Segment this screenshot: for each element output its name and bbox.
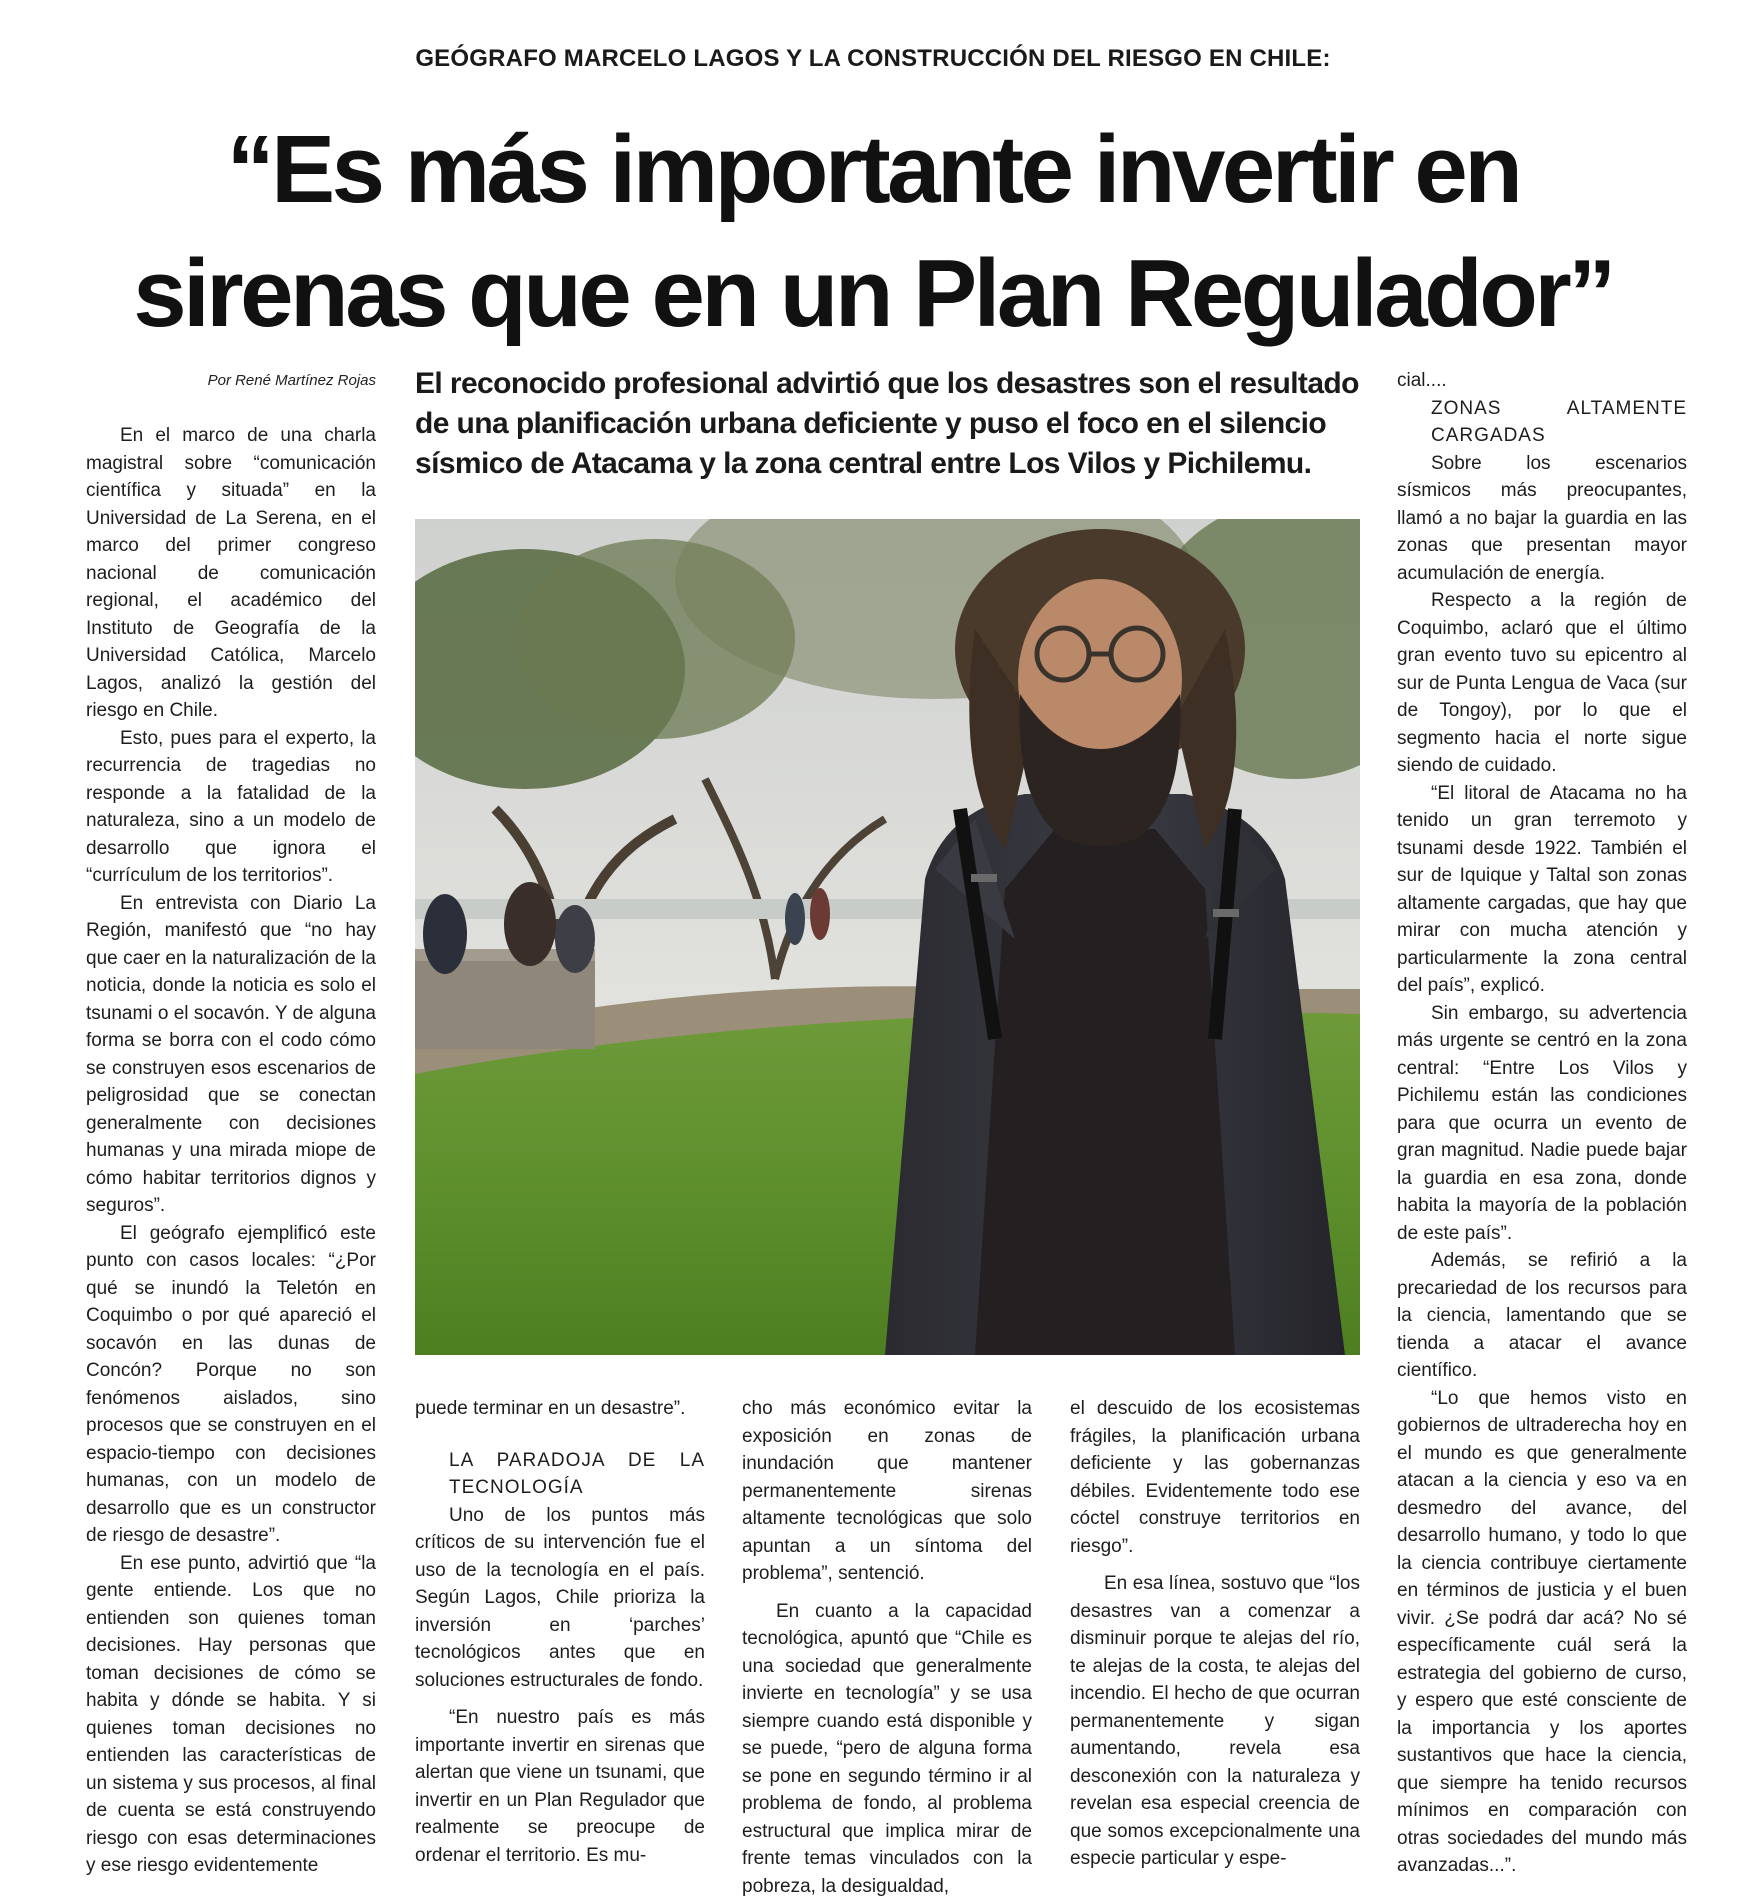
paragraph: El geógrafo ejemplificó este punto con casos locales: “¿Por qué se inundó la Teletón en Coquimbo o por qué apareció el socavón en las dunas de Concón? Porque no son fenómenos aislados, sino procesos que se construyen en el espacio-tiempo con decisiones humanas, con un modelo de desarrollo que es un constructor de riesgo de desastre”.: [86, 1220, 376, 1550]
kicker: GEÓGRAFO MARCELO LAGOS Y LA CONSTRUCCIÓN DEL RIESGO EN CHILE:: [0, 45, 1746, 73]
article-column-1: [86, 422, 376, 1880]
paragraph: cial....: [1397, 367, 1687, 395]
paragraph: Además, se refirió a la precariedad de los recursos para la ciencia, lamentando que se tienda a atacar el avance científico.: [1397, 1247, 1687, 1385]
paragraph: cho más económico evitar la exposición en zonas de inundación que mantener permanentemente sirenas altamente tecnológicas que solo apuntan a un síntoma del problema”, sentenció.: [742, 1395, 1032, 1588]
deck-subheadline: El reconocido profesional advirtió que los desastres son el resultado de una planificación urbana deficiente y puso el foco en el silencio sísmico de Atacama y la zona central entre Los Vilos y Pichilemu.: [415, 364, 1360, 484]
paragraph: En el marco de una charla magistral sobre “comunicación científica y situada” en la Universidad de La Serena, en el marco del primer congreso nacional de comunicación regional, el académico del Instituto de Geografía de la Universidad Católica, Marcelo Lagos, analizó la gestión del riesgo en Chile.: [86, 422, 376, 725]
paragraph: puede terminar en un desastre”.: [415, 1395, 705, 1423]
paragraph: En entrevista con Diario La Región, manifestó que “no hay que caer en la naturalización de la noticia, donde la noticia es solo el tsunami o el socavón. Y de alguna forma se borra con el codo cómo se construyen esos escenarios de peligrosidad que se conectan generalmente con decisiones humanas y una mirada miope de cómo habitar territorios dignos y seguros”.: [86, 890, 376, 1220]
paragraph: Uno de los puntos más críticos de su intervención fue el uso de la tecnología en el país. Según Lagos, Chile prioriza la inversión en ‘parches’ tecnológicos antes que en soluciones estructurales de fondo.: [415, 1502, 705, 1695]
article-column-5: [1397, 367, 1687, 1880]
paragraph: Respecto a la región de Coquimbo, aclaró que el último gran evento tuvo su epicentro al sur de Punta Lengua de Vaca (sur de Tongoy), por lo que el segmento hacia el norte sigue siendo de cuidado.: [1397, 587, 1687, 780]
paragraph: En ese punto, advirtió que “la gente entiende. Los que no entienden son quienes toman decisiones. Hay personas que toman decisiones de cómo se habita y dónde se habita. Y si quienes toman decisiones no entienden las características de un sistema y sus procesos, al final de cuenta se está construyendo riesgo con esas determinaciones y ese riesgo evidentemente: [86, 1550, 376, 1880]
paragraph: “El litoral de Atacama no ha tenido un gran terremoto y tsunami desde 1922. También el sur de Iquique y Taltal son zonas altamente cargadas, que hay que mirar con mucha atención y particularmente la zona central del país”, explicó.: [1397, 780, 1687, 1000]
section-heading: LA PARADOJA DE LA TECNOLOGÍA: [415, 1447, 705, 1502]
paragraph: el descuido de los ecosistemas frágiles, la planificación urbana deficiente y las gobernanzas débiles. Evidentemente todo ese cóctel construye territorios en riesgo”.: [1070, 1395, 1360, 1560]
portrait-photo: [415, 519, 1360, 1355]
paragraph: Sobre los escenarios sísmicos más preocupantes, llamó a no bajar la guardia en las zonas que presentan mayor acumulación de energía.: [1397, 450, 1687, 588]
section-heading: ZONAS ALTAMENTE CARGADAS: [1397, 395, 1687, 450]
article-column-3: [742, 1395, 1032, 1900]
paragraph: En esa línea, sostuvo que “los desastres van a comenzar a disminuir porque te alejas del río, te alejas de la costa, te alejas del incendio. El hecho de que ocurran permanentemente y sigan aumentando, revela esa desconexión con la naturaleza y revelan esa especial creencia de que somos excepcionalmente una especie particular y espe-: [1070, 1570, 1360, 1873]
paragraph: Esto, pues para el experto, la recurrencia de tragedias no responde a la fatalidad de la naturaleza, sino a un modelo de desarrollo que ignora el “currículum de los territorios”.: [86, 725, 376, 890]
paragraph: “Lo que hemos visto en gobiernos de ultraderecha hoy en el mundo es que generalmente atacan a la ciencia y eso va en desmedro del avance, del desarrollo humano, y todo lo que la ciencia contribuye ciertamente en términos de justicia y el buen vivir. ¿Se podrá dar acá? No sé específicamente cuál será la estrategia del gobierno de curso, y espero que esté consciente de la importancia y los aportes sustantivos que hace la ciencia, que siempre ha tenido recursos mínimos en comparación con otras sociedades del mundo más avanzadas...”.: [1397, 1385, 1687, 1880]
byline: Por René Martínez Rojas: [86, 372, 376, 389]
paragraph: “En nuestro país es más importante invertir en sirenas que alertan que viene un tsunami, que invertir en un Plan Regulador que realmente se preocupe de ordenar el territorio. Es mu-: [415, 1704, 705, 1869]
paragraph: Sin embargo, su advertencia más urgente se centró en la zona central: “Entre Los Vilos y Pichilemu están las condiciones para que ocurra un evento de gran magnitud. Nadie puede bajar la guardia en esa zona, donde habita la mayoría de la población de este país”.: [1397, 1000, 1687, 1248]
paragraph: En cuanto a la capacidad tecnológica, apuntó que “Chile es una sociedad que generalmente invierte en tecnología” y se usa siempre cuando está disponible y se puede, “pero de alguna forma se pone en segundo término ir al problema de fondo, al problema estructural que implica mirar de frente temas vinculados con la pobreza, la desigualdad,: [742, 1598, 1032, 1900]
article-column-4: [1070, 1395, 1360, 1873]
headline: “Es más importante invertir en sirenas que en un Plan Regulador”: [60, 108, 1686, 356]
article-column-2: [415, 1395, 705, 1869]
